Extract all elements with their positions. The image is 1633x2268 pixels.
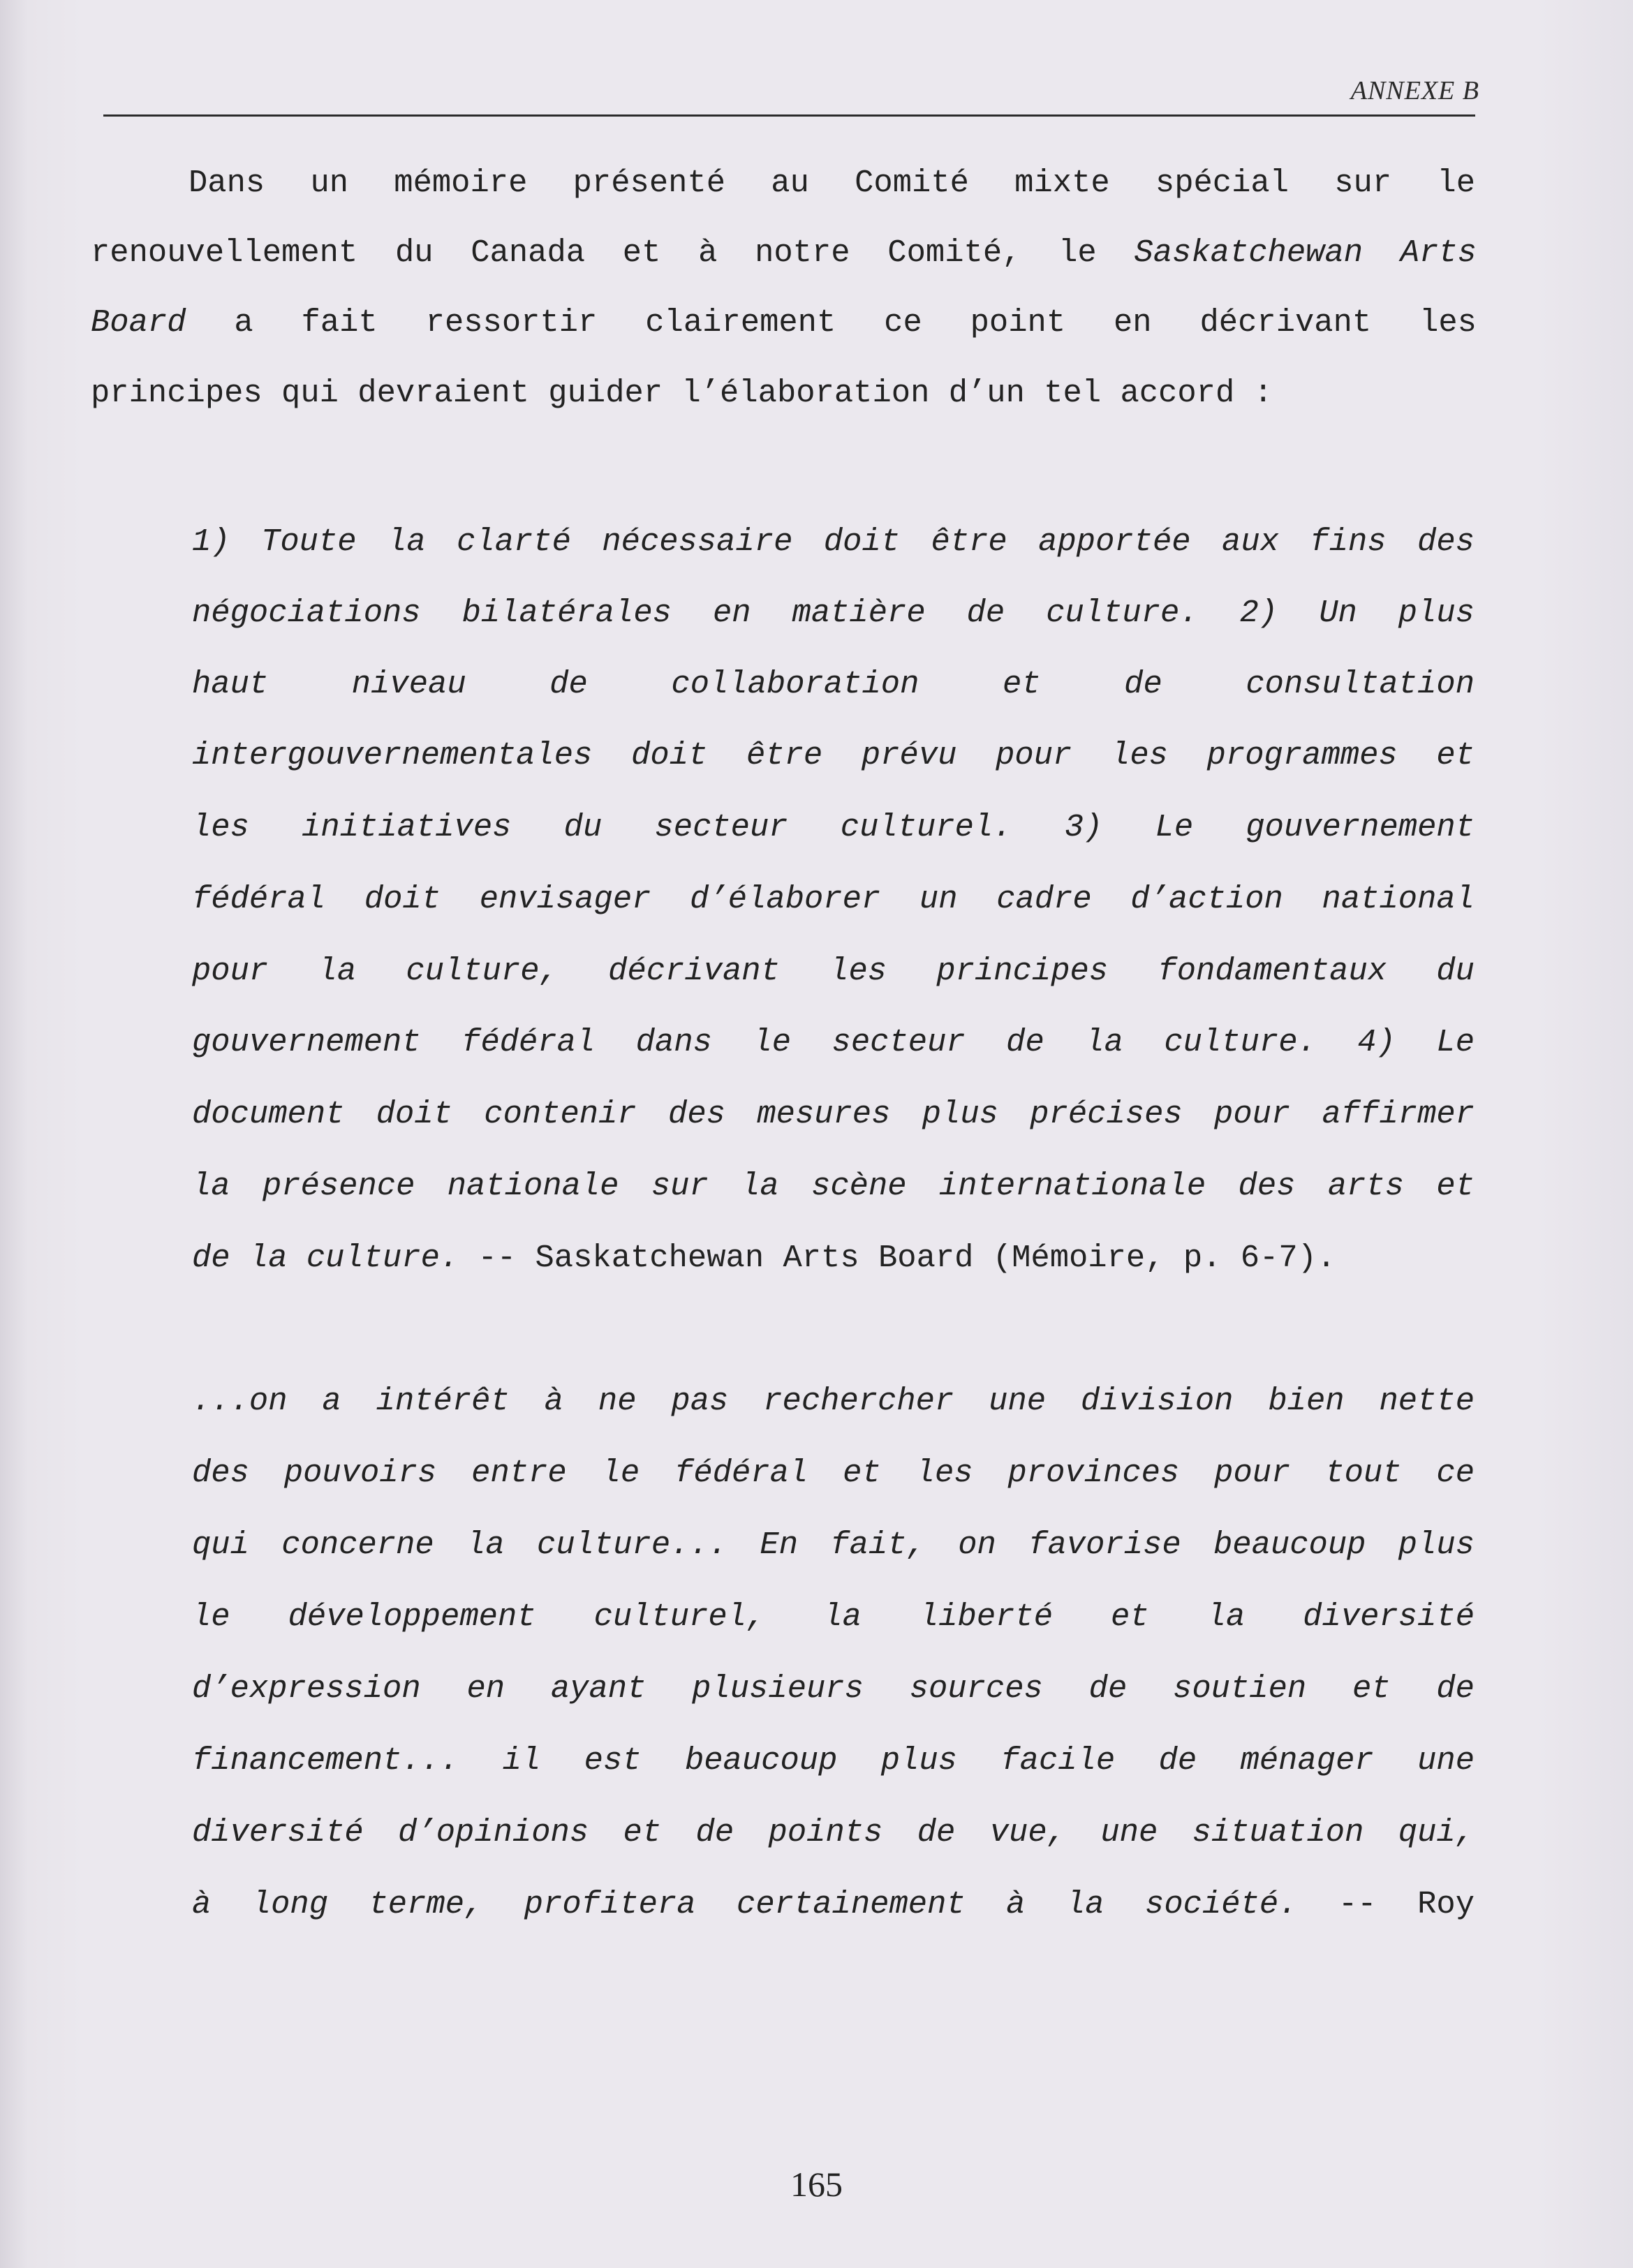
quote1-line-5: les initiatives du secteur culturel. 3) Le gouvernement (192, 809, 1475, 845)
quote2-line-2: des pouvoirs entre le fédéral et les provinces pour tout ce (192, 1455, 1475, 1491)
quote1-line-1: 1) Toute la clarté nécessaire doit être apportée aux fins des (192, 524, 1475, 560)
quote1-line-2: négociations bilatérales en matière de culture. 2) Un plus (192, 595, 1475, 631)
page-number: 165 (790, 2165, 843, 2204)
quote1-line-11: de la culture. -- Saskatchewan Arts Board (Mémoire, p. 6-7). (192, 1240, 1336, 1276)
quote2-line-3: qui concerne la culture... En fait, on favorise beaucoup plus (192, 1527, 1475, 1563)
intro-line-4: principes qui devraient guider l’élaboration d’un tel accord : (91, 375, 1273, 411)
quote1-line-10: la présence nationale sur la scène internationale des arts et (192, 1168, 1475, 1204)
quote1-citation: -- Saskatchewan Arts Board (Mémoire, p. 6-7). (459, 1240, 1336, 1276)
quote2-line-7: diversité d’opinions et de points de vue, une situation qui, (192, 1814, 1475, 1851)
quote1-line-9: document doit contenir des mesures plus précises pour affirmer (192, 1096, 1475, 1132)
quote2-citation: -- Roy (1297, 1886, 1475, 1922)
quote1-line-7: pour la culture, décrivant les principes fondamentaux du (192, 953, 1475, 989)
org-name-italic: Saskatchewan Arts (1134, 235, 1477, 271)
quote1-line-3: haut niveau de collaboration et de consultation (192, 666, 1475, 702)
intro-line-2: renouvellement du Canada et à notre Comité, le Saskatchewan Arts (91, 235, 1477, 271)
header-rule (103, 114, 1475, 117)
running-header: ANNEXE B (1350, 76, 1479, 105)
quote2-line-8: à long terme, profitera certainement à la société. -- Roy (192, 1886, 1475, 1922)
quote2-line-1: ...on a intérêt à ne pas rechercher une division bien nette (192, 1383, 1475, 1419)
quote2-line-4: le développement culturel, la liberté et la diversité (192, 1599, 1475, 1635)
org-name-italic-cont: Board (91, 304, 186, 341)
quote2-line-6: financement... il est beaucoup plus facile de ménager une (192, 1742, 1475, 1779)
intro-line-1: Dans un mémoire présenté au Comité mixte spécial sur le (189, 165, 1475, 201)
quote2-line-5: d’expression en ayant plusieurs sources de soutien et de (192, 1670, 1475, 1707)
quote1-line-4: intergouvernementales doit être prévu pour les programmes et (192, 737, 1475, 773)
quote1-line-8: gouvernement fédéral dans le secteur de la culture. 4) Le (192, 1024, 1475, 1060)
intro-line-3: Board a fait ressortir clairement ce point en décrivant les (91, 304, 1477, 341)
quote1-line-6: fédéral doit envisager d’élaborer un cadre d’action national (192, 881, 1475, 917)
